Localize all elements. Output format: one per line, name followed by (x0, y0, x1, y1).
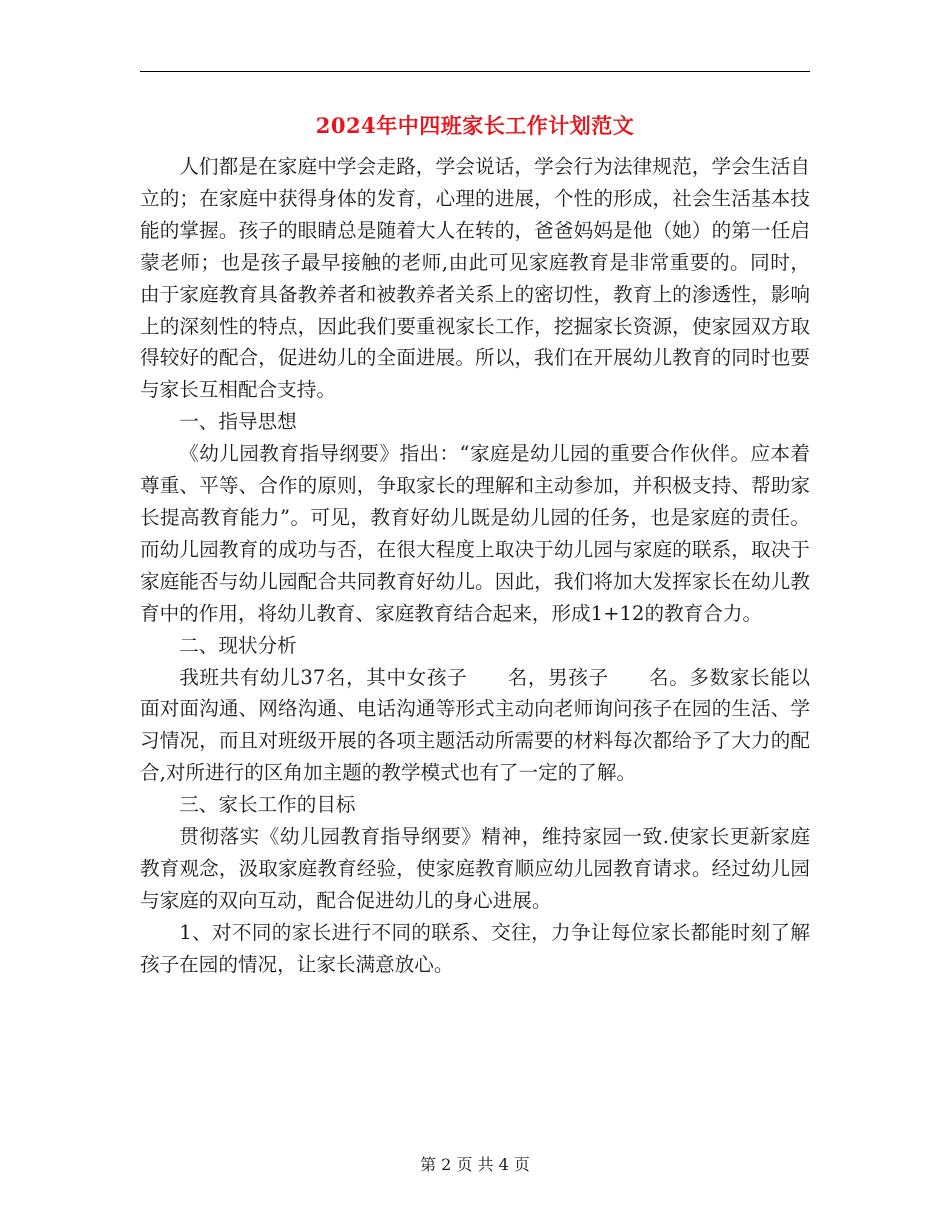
paragraph-goal-item-1: 1、对不同的家长进行不同的联系、交往，力争让每位家长都能时刻了解孩子在园的情况，让家长满意放心。 (140, 920, 810, 976)
header-rule (140, 71, 810, 72)
page-footer: 第 2 页 共 4 页 (420, 1155, 530, 1174)
section-heading-status-analysis: 二、现状分析 (179, 633, 297, 657)
paragraph-intro: 人们都是在家庭中学会走路，学会说话，学会行为法律规范，学会生活自立的；在家庭中获得身体的发育，心理的进展，个性的形成，社会生活基本技能的掌握。孩子的眼睛总是随着大人在转的，爸爸妈妈是他（她）的第一任启蒙老师；也是孩子最早接触的老师,由此可见家庭教育是非常重要的。同时，由于家庭教育具备教养者和被教养者关系上的密切性，教育上的渗透性，影响上的深刻性的特点，因此我们要重视家长工作，挖掘家长资源，使家园双方取得较好的配合，促进幼儿的全面进展。所以，我们在开展幼儿教育的同时也要与家长互相配合支持。 (140, 155, 810, 402)
paragraph-status-analysis: 我班共有幼儿37名，其中女孩子 名，男孩子 名。多数家长能以面对面沟通、网络沟通、电话沟通等形式主动向老师询问孩子在园的生活、学习情况，而且对班级开展的各项主题活动所需要的材料每次都给予了大力的配合,对所进行的区角加主题的教学模式也有了一定的了解。 (140, 665, 810, 785)
document-title: 2024年中四班家长工作计划范文 (315, 113, 635, 138)
section-heading-goals: 三、家长工作的目标 (179, 793, 356, 817)
section-heading-guiding-ideology: 一、指导思想 (179, 410, 297, 434)
document-body (140, 151, 810, 981)
paragraph-guiding-ideology: 《幼儿园教育指导纲要》指出：“家庭是幼儿园的重要合作伙伴。应本着尊重、平等、合作的原则，争取家长的理解和主动参加，并积极支持、帮助家长提高教育能力”。可见，教育好幼儿既是幼儿园的任务，也是家庭的责任。而幼儿园教育的成功与否，在很大程度上取决于幼儿园与家庭的联系，取决于家庭能否与幼儿园配合共同教育好幼儿。因此，我们将加大发挥家长在幼儿教育中的作用，将幼儿教育、家庭教育结合起来，形成1+12的教育合力。 (140, 442, 810, 625)
paragraph-goals: 贯彻落实《幼儿园教育指导纲要》精神，维持家园一致.使家长更新家庭教育观念，汲取家庭教育经验，使家庭教育顺应幼儿园教育请求。经过幼儿园与家庭的双向互动，配合促进幼儿的身心进展。 (140, 825, 810, 912)
